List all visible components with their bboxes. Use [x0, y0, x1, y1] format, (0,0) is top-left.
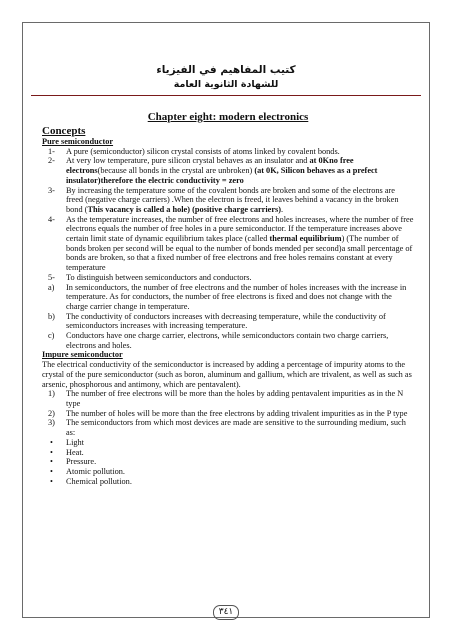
emphasis-text: (positive charge carriers): [190, 204, 281, 214]
text-run: ) (The number of bonds broken per second will be equal to the number of bonds mended per second)a small percentage of bonds are broken, so that a fixed number of free electrons and free holes remains constant at every temperature: [66, 234, 413, 273]
text-run: Conductors have one charge carrier, electrons, while semiconductors contain two charge carriers, electrons and holes.: [66, 331, 389, 350]
pure-semiconductor-list: [42, 147, 414, 351]
list-item: [42, 156, 414, 185]
list-item-marker: a): [48, 282, 55, 292]
bullet-item: [42, 477, 414, 487]
header-subtitle: للشهادة الثانوية العامة: [173, 79, 279, 90]
emphasis-text: (at 0K, Silicon behaves as a prefect insulator): [66, 166, 378, 185]
text-run: By increasing the temperature some of the covalent bonds are broken and some of the electrons are freed (negative charge carriers) .When the electron is freed, it leaves behind a vacancy in the broken bond (: [66, 185, 399, 214]
chapter-title: Chapter eight: modern electronics: [147, 111, 309, 123]
list-item: [42, 186, 414, 215]
list-item: [42, 389, 414, 408]
list-item-marker: 1): [48, 389, 55, 399]
list-item-marker: 2-: [48, 156, 55, 166]
list-item-marker: 3): [48, 418, 55, 428]
list-item: [42, 312, 414, 331]
text-run: The conductivity of conductors increases with decreasing temperature, while the conductivity of semiconductors increases with increasing temperature.: [66, 311, 386, 331]
header-divider: [31, 95, 421, 96]
text-run: At very low temperature, pure silicon crystal behaves as an insulator and: [66, 156, 310, 166]
list-item-text: The number of holes will be more than the free electrons by adding trivalent impurities as in the P type: [66, 408, 408, 418]
list-item-text: [66, 312, 414, 331]
list-item-text: [66, 283, 414, 312]
bullet-item: [42, 457, 414, 467]
list-item: [42, 283, 414, 312]
list-item-text: [66, 147, 414, 157]
list-item-marker: 5-: [48, 272, 55, 282]
list-item: [42, 147, 414, 157]
list-item: [42, 409, 414, 419]
page-number: ٣٤١: [213, 605, 240, 620]
emphasis-text: thermal equilibrium: [269, 234, 342, 244]
page-content: [42, 111, 414, 486]
list-item-text: [66, 215, 414, 273]
list-item: [42, 273, 414, 283]
pure-semiconductor-heading: Pure semiconductor: [42, 137, 114, 146]
bullet-dot-icon: •: [50, 457, 53, 467]
emphasis-text: therefore the electric conductivity = zero: [100, 175, 244, 185]
list-item-text: The number of free electrons will be more than the holes by adding pentavalent impurities as in the N type: [66, 389, 404, 408]
bullet-item-text: Light: [66, 437, 84, 447]
list-item-text: [66, 273, 414, 283]
sensitivity-bullet-list: [42, 438, 414, 487]
bullet-dot-icon: •: [50, 437, 53, 447]
text-run: A pure (semiconductor) silicon crystal consists of atoms linked by covalent bonds.: [66, 146, 340, 156]
text-run: To distinguish between semiconductors and conductors.: [66, 272, 252, 282]
text-run: In semiconductors, the number of free electrons and the number of holes increases with the increase in temperature. As for conductors, the number of free electrons is fixed and does not change with the charge carrier change in temperature.: [66, 282, 407, 311]
bullet-item: [42, 448, 414, 458]
page-frame: [22, 22, 430, 618]
bullet-item-text: Heat.: [66, 447, 84, 457]
page-header: [23, 63, 429, 92]
text-run: As the temperature increases, the number of free electrons and holes increases, where the number of free electrons equals the number of free holes in a pure semiconductor. If the temperature increases above certain limit state of dynamic equilibrium takes place (called: [66, 214, 414, 244]
list-item-text: [66, 331, 414, 350]
impure-intro-paragraph: The electrical conductivity of the semiconductor is increased by adding a percentage of impurity atoms to the crystal of the pure semiconductor (such as boron, aluminum and gallium, which are trivalent, as well as such as arsenic, phosphorous and antimony, which are pentavalent).: [42, 360, 412, 389]
text-run: .: [281, 204, 284, 214]
list-item-marker: 4-: [48, 214, 55, 224]
list-item: [42, 215, 414, 273]
impure-semiconductor-heading: Impure semiconductor: [42, 350, 123, 360]
concepts-heading: Concepts: [42, 125, 86, 137]
bullet-item: [42, 467, 414, 477]
bullet-dot-icon: •: [50, 476, 53, 486]
list-item-text: The semiconductors from which most devices are made are sensitive to the surrounding medium, such as:: [66, 418, 406, 438]
list-item-marker: 1-: [48, 146, 55, 156]
text-run: (because all bonds in the crystal are unbroken): [97, 166, 255, 176]
list-item-marker: c): [48, 331, 55, 341]
bullet-dot-icon: •: [50, 466, 53, 476]
emphasis-text: This vacancy is called a hole): [87, 204, 190, 214]
impure-semiconductor-list: [42, 389, 414, 438]
emphasis-text: at 0Kno free electrons: [66, 156, 354, 176]
list-item: [42, 331, 414, 350]
list-item-marker: 3-: [48, 185, 55, 195]
list-item-text: [66, 186, 414, 215]
list-item-marker: 2): [48, 408, 55, 418]
header-title: كتيب المفاهيم في الفيزياء: [156, 64, 296, 76]
bullet-item: [42, 438, 414, 448]
list-item: [42, 418, 414, 437]
page-number-badge: [23, 601, 429, 620]
list-item-marker: b): [48, 311, 55, 321]
bullet-item-text: Atomic pollution.: [66, 466, 125, 476]
bullet-item-text: Chemical pollution.: [66, 476, 132, 486]
list-item-text: [66, 156, 414, 185]
bullet-dot-icon: •: [50, 447, 53, 457]
bullet-item-text: Pressure.: [66, 457, 97, 467]
